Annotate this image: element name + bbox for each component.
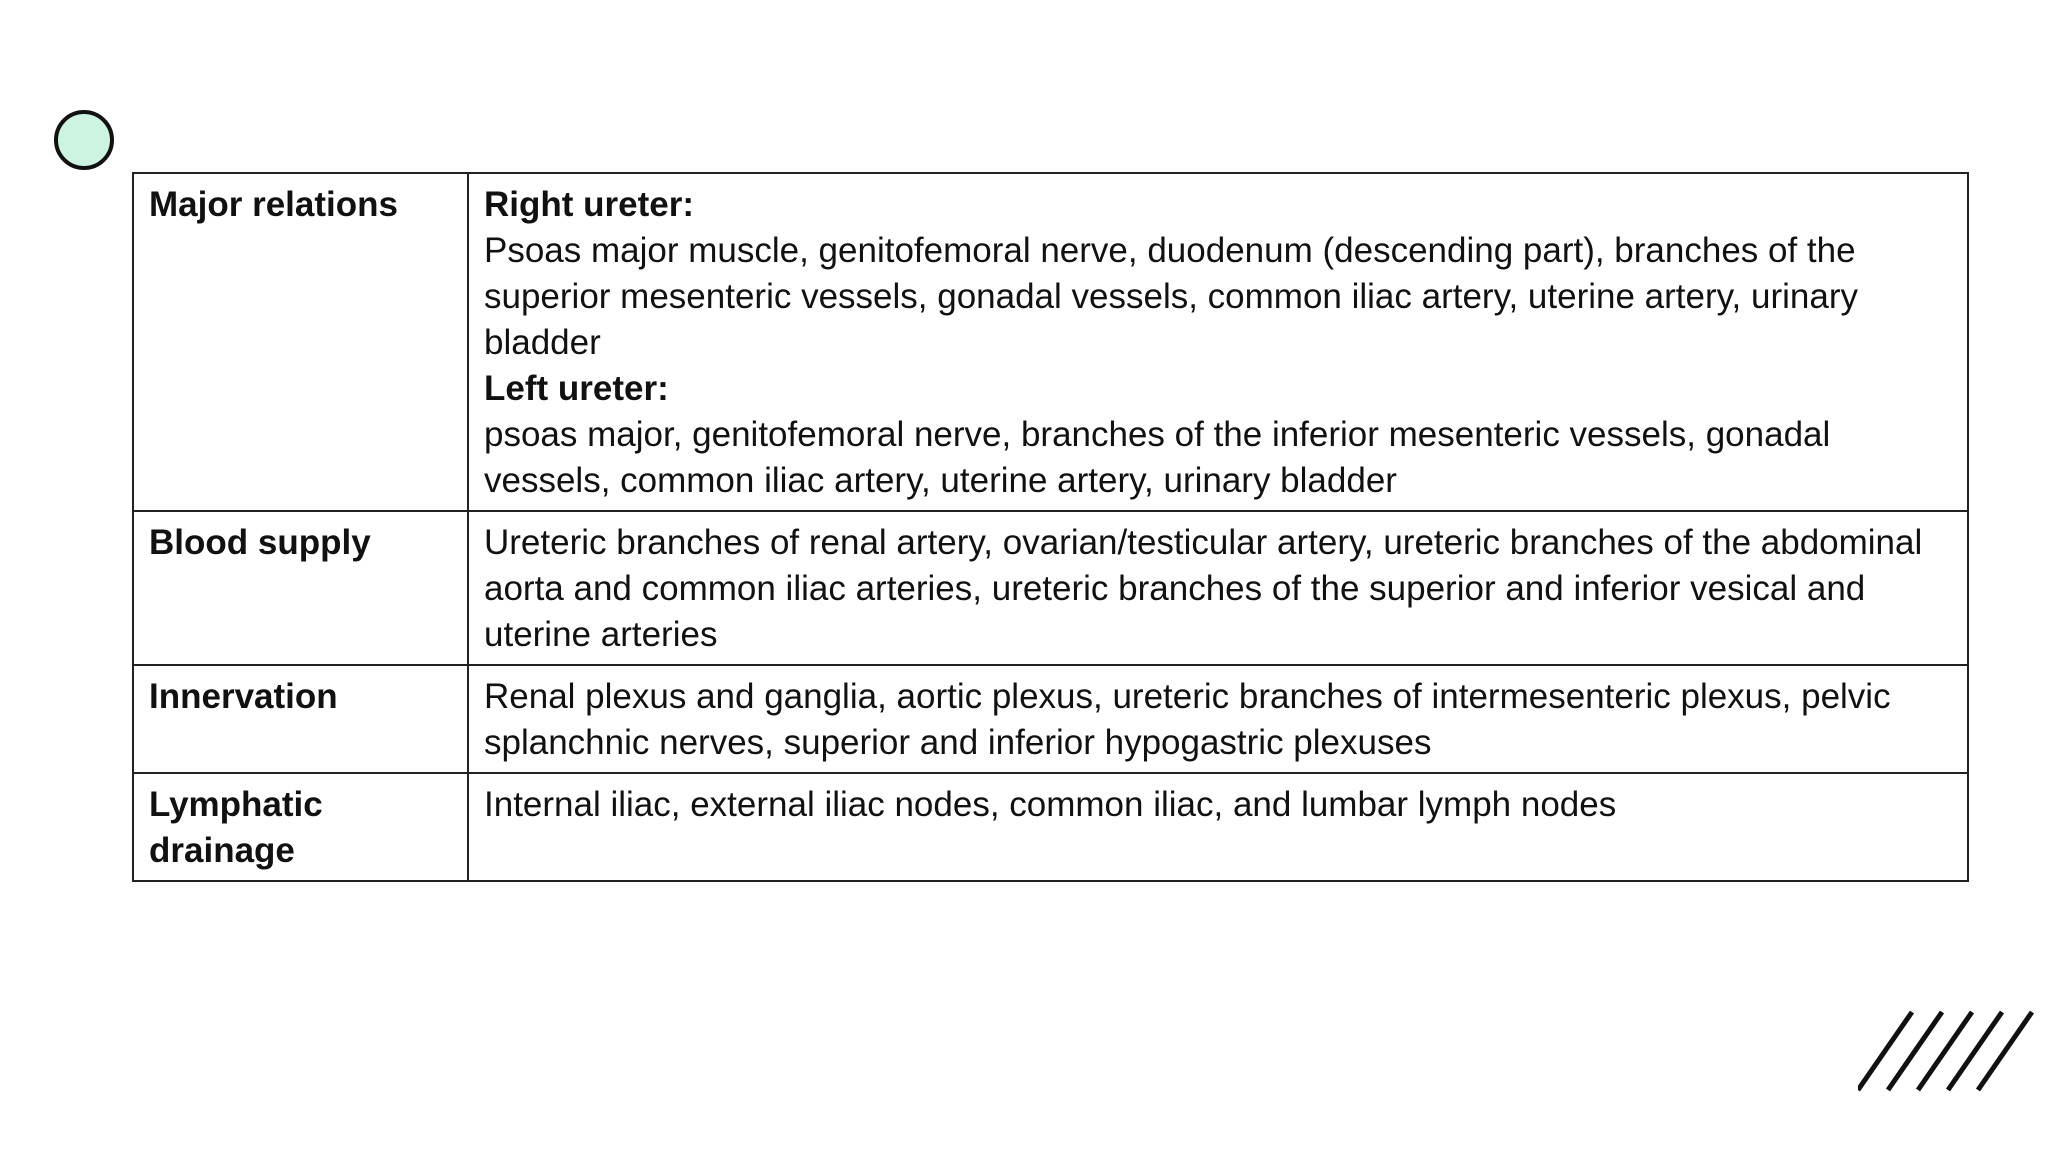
row-content: Renal plexus and ganglia, aortic plexus, ureteric branches of intermesenteric plexus, pelvic splanchnic nerves, superior and inferior hypogastric plexuses: [468, 665, 1968, 773]
row-content: [468, 173, 1968, 511]
table-row-lymphatic-drainage: [133, 773, 1968, 881]
left-ureter-text: psoas major, genitofemoral nerve, branches of the inferior mesenteric vessels, gonadal vessels, common iliac artery, uterine artery, urinary bladder: [484, 415, 1831, 500]
row-label: Innervation: [133, 665, 468, 773]
table-row-innervation: [133, 665, 1968, 773]
right-ureter-heading: Right ureter:: [484, 185, 694, 224]
row-label: Lymphatic drainage: [133, 773, 468, 881]
diagonal-stripes-icon: [1858, 1006, 2038, 1092]
table-row-major-relations: [133, 173, 1968, 511]
row-label: Blood supply: [133, 511, 468, 665]
table-row-blood-supply: [133, 511, 1968, 665]
row-content: Internal iliac, external iliac nodes, common iliac, and lumbar lymph nodes: [468, 773, 1968, 881]
row-label: Major relations: [133, 173, 468, 511]
decorative-circle-icon: [54, 110, 114, 170]
ureter-info-table: [132, 172, 1969, 882]
left-ureter-heading: Left ureter:: [484, 369, 669, 408]
right-ureter-text: Psoas major muscle, genitofemoral nerve, duodenum (descending part), branches of the superior mesenteric vessels, gonadal vessels, common iliac artery, uterine artery, urinary bladder: [484, 231, 1858, 362]
row-content: Ureteric branches of renal artery, ovarian/testicular artery, ureteric branches of the abdominal aorta and common iliac arteries, ureteric branches of the superior and inferior vesical and uterine arteries: [468, 511, 1968, 665]
